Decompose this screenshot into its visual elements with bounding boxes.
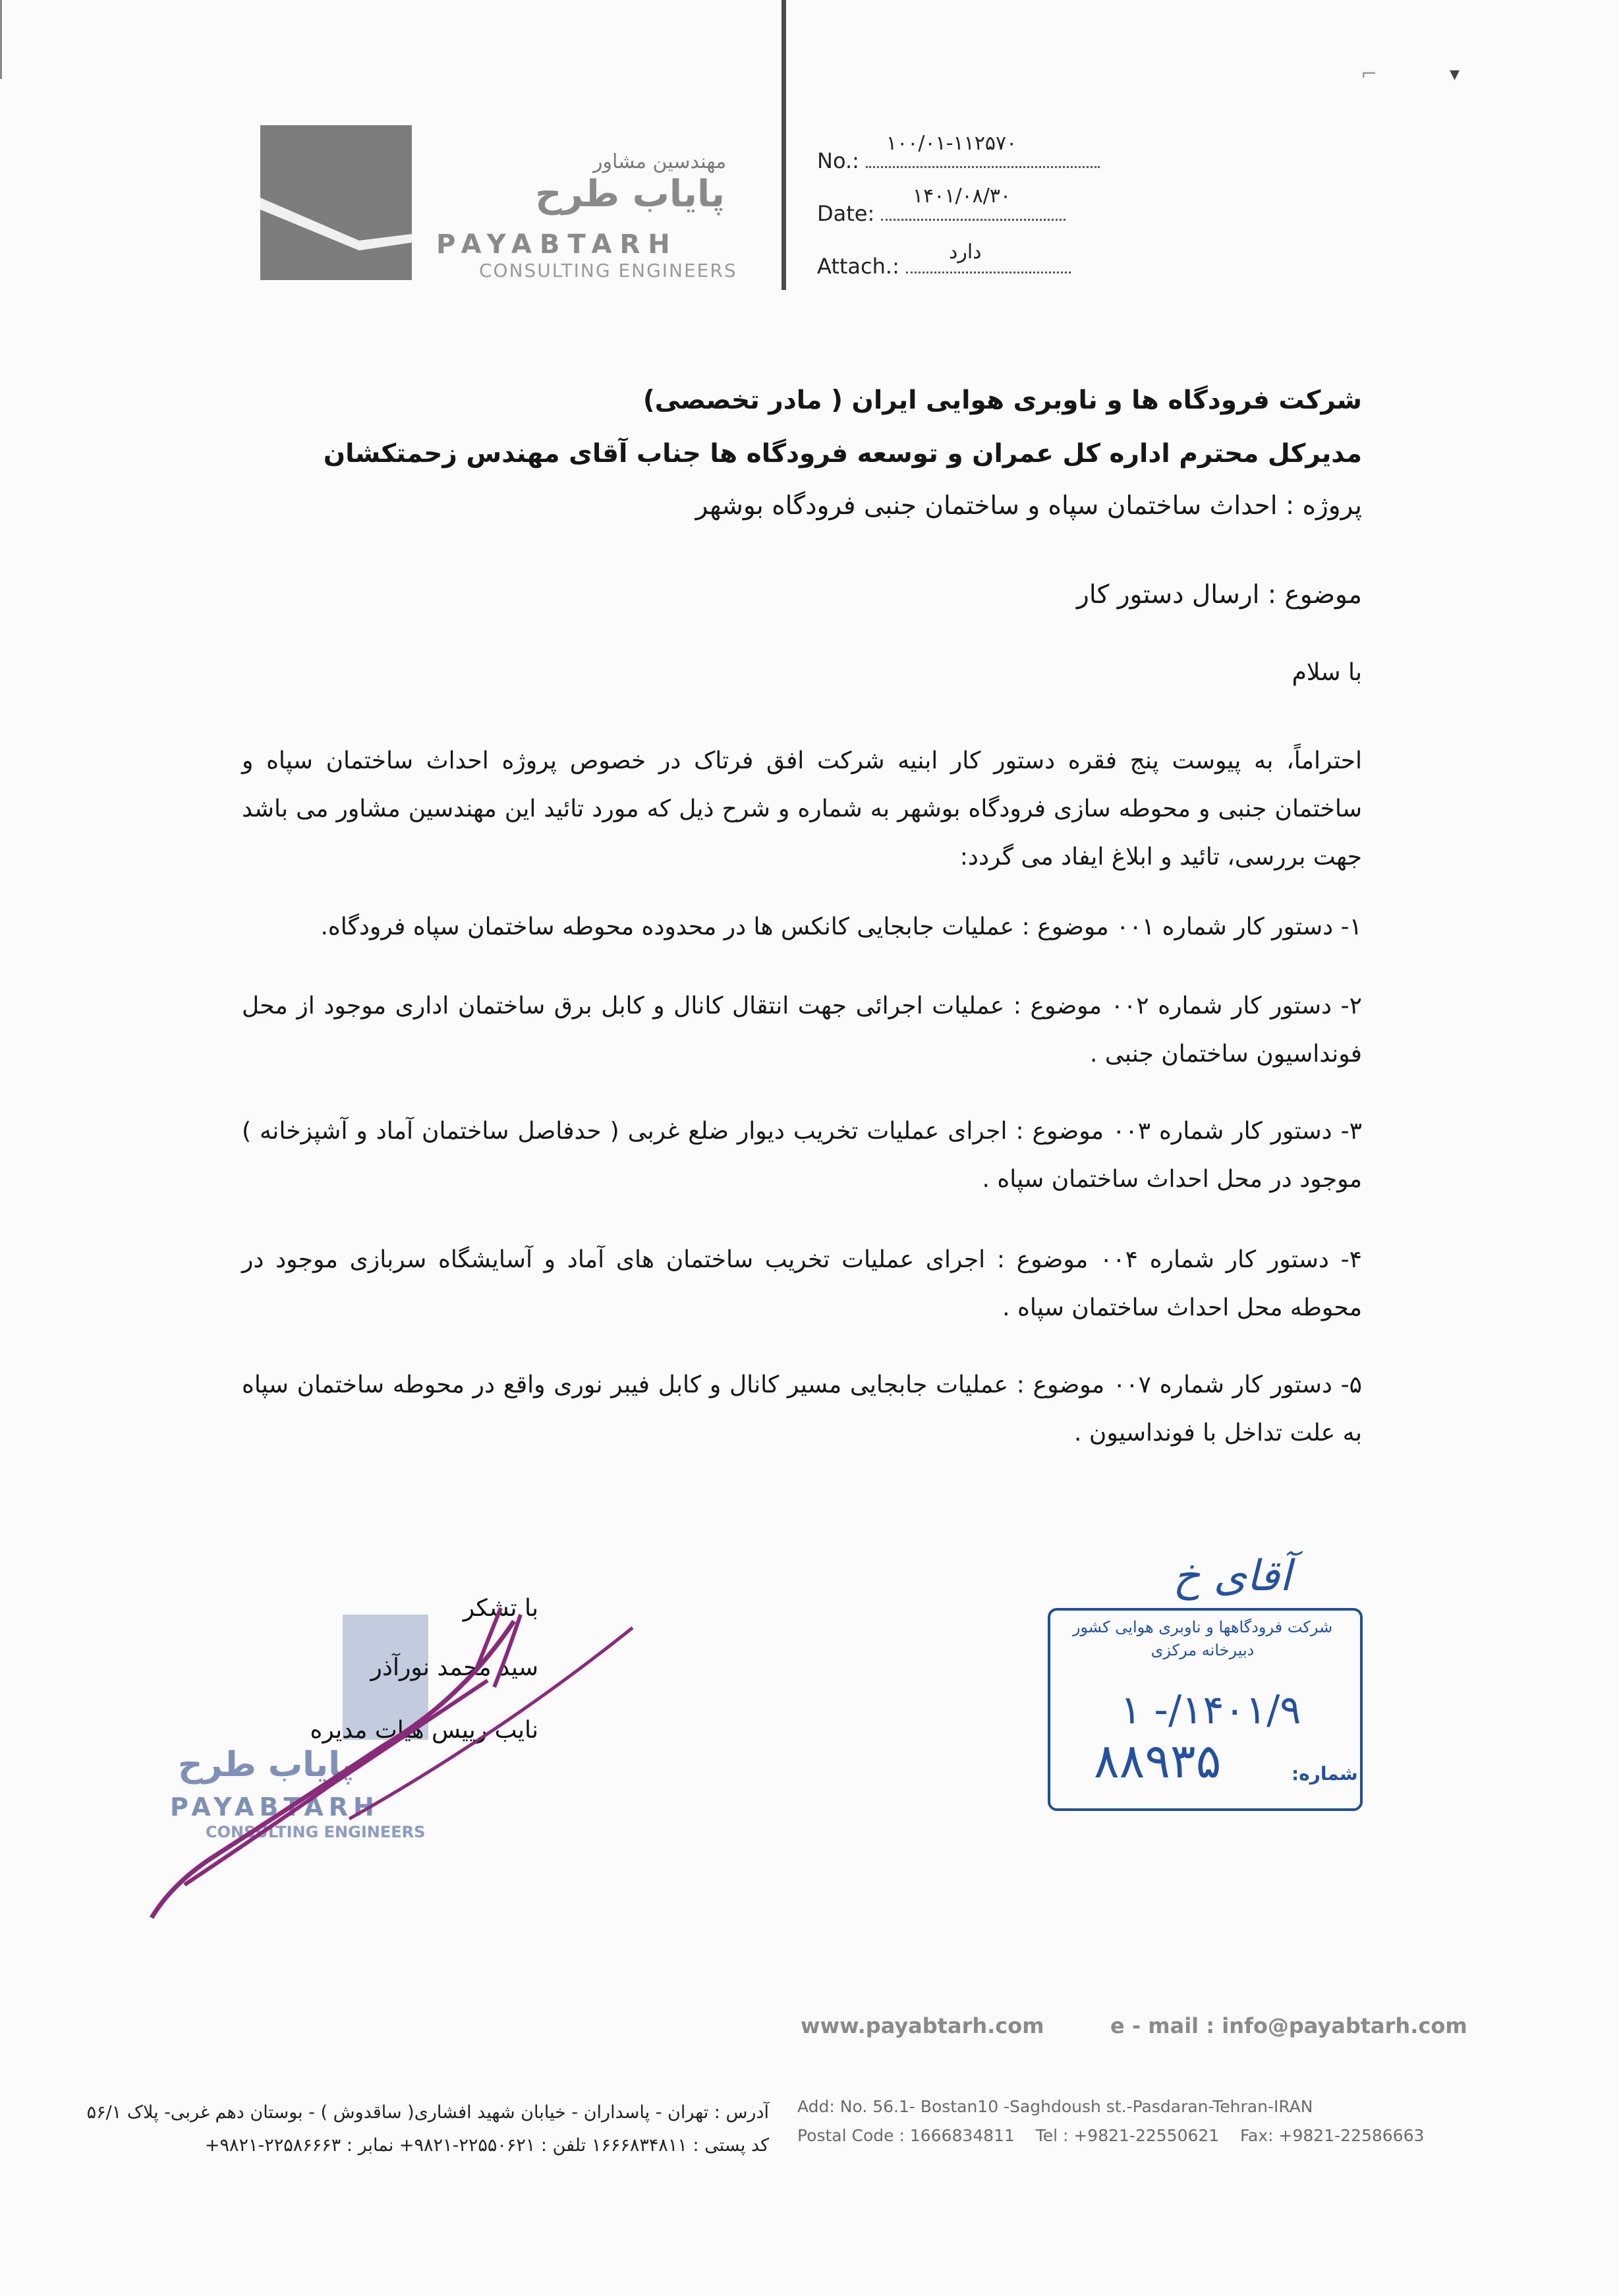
stamp-english-subtitle: CONSULTING ENGINEERS <box>206 1823 426 1841</box>
recipient-person: مدیرکل محترم اداره کل عمران و توسعه فرودگاه ها جناب آقای مهندس زحمتکشان <box>323 439 1362 469</box>
subject-line: موضوع : ارسال دستور کار <box>1077 580 1362 610</box>
signature-title: نایب رییس هیات مدیره <box>310 1717 538 1744</box>
stamp-number-label: شماره: <box>1292 1763 1358 1785</box>
stamp-number: ۸۸۹۳۵ <box>1094 1733 1222 1789</box>
company-logo-mark <box>260 125 412 280</box>
intro-paragraph: احتراماً، به پیوست پنج فقره دستور کار ابنیه شرکت افق فرتاک در خصوص پروژه احداث ساختمان سپاه و ساختمان جنبی و محوطه سازی فرودگاه بوشهر به شماره و شرح ذیل که مورد تائید این مهندسین مشاور می باشد جهت بررسی، تائید و ابلاغ ایفاد می گردد: <box>242 747 1362 871</box>
footer-divider <box>0 0 2 79</box>
handwritten-note: آقای خ <box>1173 1552 1292 1601</box>
ref-attach-row <box>817 254 1071 279</box>
work-order-item-5: ۵- دستور کار شماره ۰۰۷ موضوع : عملیات جابجایی مسیر کانال و کابل فیبر نوری واقع در محوطه ساختمان سپاه به علت تداخل با فونداسیون . <box>242 1371 1362 1447</box>
project-line: پروژه : احداث ساختمان سپاه و ساختمان جنبی فرودگاه بوشهر <box>695 491 1362 521</box>
work-order-item-3: ۳- دستور کار شماره ۰۰۳ موضوع : اجرای عملیات تخریب دیوار ضلع غربی ( حدفاصل ساختمان آماد و آشپزخانه ) موجود در محل احداث ساختمان سپاه . <box>242 1118 1362 1193</box>
logo-english-subtitle: CONSULTING ENGINEERS <box>479 260 737 281</box>
stamp-department: دبیرخانه مرکزی <box>1150 1641 1255 1659</box>
handwritten-signature <box>132 1601 659 1944</box>
logo-icon <box>260 125 412 280</box>
footer-contact-english: Postal Code : 1666834811 Tel : +9821-22550621 Fax: +9821-22586663 <box>797 2126 1425 2145</box>
signature-name: سید محمد نورآذر <box>370 1654 538 1681</box>
recipient-company: شرکت فرودگاه ها و ناوبری هوایی ایران ( مادر تخصصی) <box>642 386 1362 415</box>
scan-mark: ▾ <box>1450 63 1460 86</box>
work-order-item-2: ۲- دستور کار شماره ۰۰۲ موضوع : عملیات اجرائی جهت انتقال کانال و کابل برق ساختمان اداری موجود از محل فونداسیون ساختمان جنبی . <box>242 992 1362 1068</box>
stamp-persian-name: پایاب طرح <box>178 1745 355 1785</box>
logo-persian-name: پایاب طرح <box>535 173 725 215</box>
stamp-organization: شرکت فرودگاهها و ناوبری هوایی کشور <box>1072 1618 1333 1636</box>
footer-email[interactable]: e - mail : info@payabtarh.com <box>1110 2013 1467 2038</box>
work-order-item-1: ۱- دستور کار شماره ۰۰۱ موضوع : عملیات جابجایی کانکس ها در محدوده محوطه ساختمان سپاه فرودگاه. <box>320 913 1362 940</box>
ref-number-value: ۱۰۰/۰۱-۱۱۲۵۷۰ <box>886 132 1017 155</box>
stamp-english-name: PAYABTARH <box>170 1793 380 1822</box>
footer-address-english: Add: No. 56.1- Bostan10 -Saghdoush st.-Pasdaran-Tehran-IRAN <box>797 2097 1313 2116</box>
footer-contact-persian: کد پستی : ۱۶۶۶۸۳۴۸۱۱ تلفن : ۲۲۵۵۰۶۲۱-۹۸۲۱+ نمابر : ۲۲۵۸۶۶۶۳-۹۸۲۱+ <box>204 2135 769 2156</box>
stamp-date: ۱۴۰۱/۹/- ۱ <box>1120 1687 1301 1733</box>
ref-attach-line <box>906 254 1071 273</box>
work-order-item-4: ۴- دستور کار شماره ۰۰۴ موضوع : اجرای عملیات تخریب ساختمان های آماد و آسایشگاه سربازی موجود در محوطه محل احداث ساختمان سپاه . <box>242 1246 1362 1321</box>
header-divider <box>781 0 786 290</box>
signature-thanks: با تشکر <box>463 1595 538 1622</box>
logo-persian-subtitle: مهندسین مشاور <box>593 150 727 173</box>
greeting: با سلام <box>1292 659 1362 686</box>
logo-english-name: PAYABTARH <box>436 229 678 260</box>
ref-date-label: Date: <box>817 201 875 226</box>
ref-number-label: No.: <box>817 148 859 173</box>
footer-website[interactable]: www.payabtarh.com <box>801 2013 1044 2038</box>
footer-address-persian: آدرس : تهران - پاسداران - خیابان شهید افشاری( ساقدوش ) - بوستان دهم غربی- پلاک ۵۶/۱ <box>86 2102 769 2123</box>
scan-mark: ⌐ <box>1361 63 1378 86</box>
ref-attach-value: دارد <box>949 241 982 264</box>
ref-attach-label: Attach.: <box>817 254 899 279</box>
ref-date-value: ۱۴۰۱/۰۸/۳۰ <box>913 185 1011 208</box>
